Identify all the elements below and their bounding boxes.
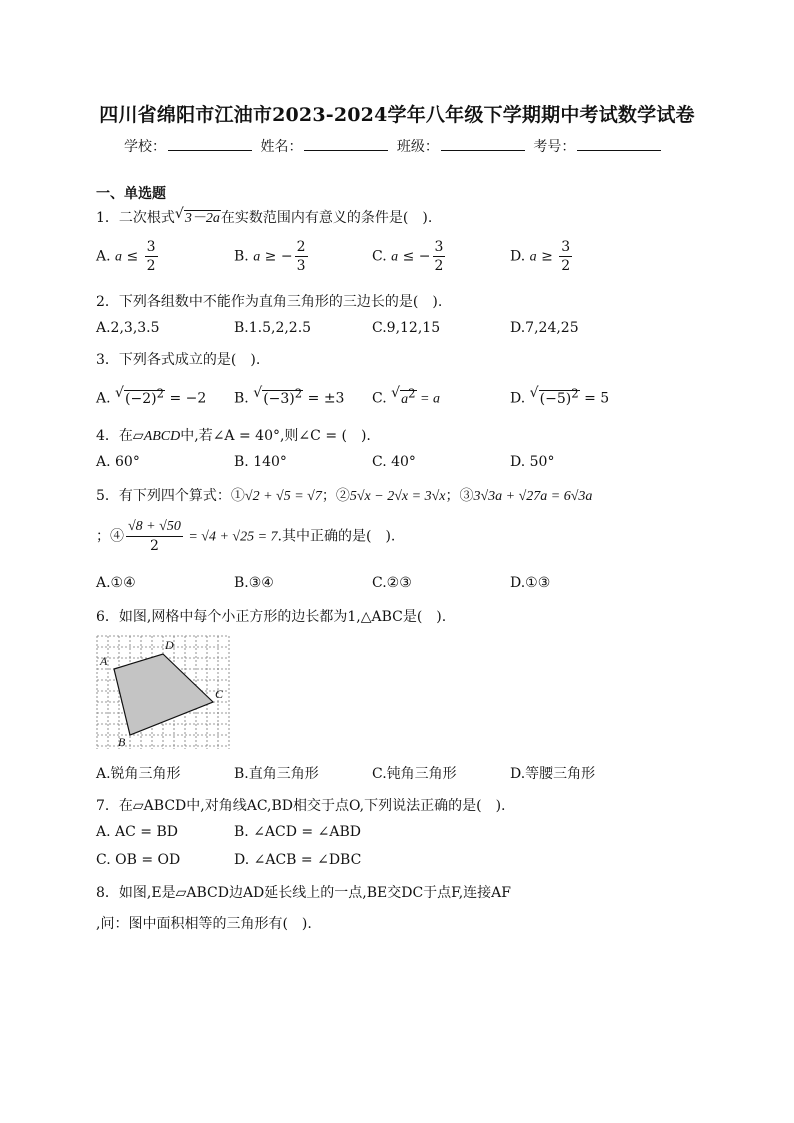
- q3-b-sqrt: [253, 386, 303, 407]
- q2-option-b[interactable]: B.1.5,2,2.5: [234, 320, 312, 336]
- q3-b-rad: (−3): [263, 390, 295, 407]
- school-label: 学校：: [124, 139, 166, 155]
- q1-option-d[interactable]: [510, 240, 574, 273]
- q1-option-c[interactable]: [372, 240, 447, 273]
- q7-option-d[interactable]: D. ∠ACB = ∠DBC: [234, 852, 362, 868]
- q3-a-pre: A.: [96, 390, 116, 407]
- name-blank[interactable]: [304, 136, 388, 151]
- q3-option-c[interactable]: [372, 386, 440, 408]
- q5-expr-3: 3√3a + √27a = 6√3a: [473, 489, 593, 504]
- q3-d-pre: D.: [510, 390, 530, 407]
- q3-d-sqrt: [530, 386, 580, 407]
- exam-id-label: 考号：: [533, 139, 576, 155]
- q5-expr-4-rest: = √4 + √25 = 7: [184, 529, 278, 545]
- q3-a-rad: (−2): [125, 390, 157, 407]
- q5-option-c[interactable]: C.②③: [372, 575, 412, 591]
- q5-sep-2: ；②: [321, 488, 350, 504]
- q1-option-a[interactable]: [96, 240, 160, 273]
- q3-b-exp: 2: [294, 386, 303, 400]
- class-label: 班级：: [396, 139, 439, 155]
- q3-d-exp: 2: [571, 386, 579, 400]
- q1-c-frac: [433, 240, 446, 273]
- q1-post: 在实数范围内有意义的条件是( ).: [220, 210, 433, 226]
- q3-c-post: = a: [416, 391, 440, 407]
- q3-c-rad: a: [401, 391, 409, 407]
- question-3-stem: 3．下列各式成立的是( ).: [96, 352, 261, 368]
- question-8-stem: 8．如图,E是▱ABCD边AD延长线上的一点,BE交DC于点F,连接AF: [96, 885, 511, 901]
- q5-expr-4-num: √8 + √50: [126, 520, 183, 537]
- q3-c-exp: 2: [408, 386, 416, 400]
- q1-c-var: a: [391, 249, 399, 265]
- q5-expr-4-den: 2: [149, 538, 159, 554]
- q3-a-post: = −2: [165, 390, 207, 407]
- q5-expr-4-frac: [126, 520, 183, 553]
- q1-b-frac: [295, 240, 308, 273]
- q3-option-b[interactable]: [234, 386, 344, 407]
- q1-option-b[interactable]: [234, 240, 310, 273]
- q1-b-var: a: [253, 249, 261, 265]
- q2-option-d[interactable]: D.7,24,25: [510, 320, 579, 336]
- q1-c-num: 3: [434, 239, 444, 255]
- q7-option-a[interactable]: A. AC = BD: [96, 824, 178, 840]
- q4-option-d[interactable]: D. 50°: [510, 454, 555, 470]
- class-blank[interactable]: [441, 136, 525, 151]
- question-5-line-2: [96, 520, 395, 553]
- label-b: B: [118, 735, 126, 749]
- q2-option-c[interactable]: C.9,12,15: [372, 320, 441, 336]
- q4-mid: 中,若∠A = 40°,则∠C = ( ).: [180, 428, 371, 444]
- question-8-line-2: ,问：图中面积相等的三角形有( ).: [96, 916, 312, 932]
- q6-option-d[interactable]: D.等腰三角形: [510, 766, 596, 782]
- q6-option-c[interactable]: C.钝角三角形: [372, 766, 457, 782]
- q3-c-sqrt: [391, 386, 416, 408]
- q3-option-a[interactable]: [96, 386, 206, 407]
- q1-a-frac: [145, 240, 158, 273]
- q2-option-a[interactable]: A.2,3,3.5: [96, 320, 160, 336]
- q1-a-op: ≤: [122, 248, 143, 265]
- q1-c-op: ≤ −: [398, 248, 431, 265]
- q1-c-den: 2: [434, 258, 444, 274]
- q5-line2-post: .其中正确的是( ).: [277, 528, 396, 545]
- q3-b-post: = ±3: [303, 390, 345, 407]
- label-d: D: [165, 638, 174, 652]
- q1-a-num: 3: [146, 239, 156, 255]
- q4-option-a[interactable]: A. 60°: [96, 454, 140, 470]
- school-blank[interactable]: [168, 136, 252, 151]
- q5-option-d[interactable]: D.①③: [510, 575, 551, 591]
- q1-b-num: 2: [296, 239, 306, 255]
- q5-pre: 5．有下列四个算式：①: [96, 488, 245, 504]
- q4-shape: ▱ABCD: [132, 429, 181, 444]
- q3-b-pre: B.: [234, 390, 254, 407]
- question-4-stem: [96, 425, 371, 445]
- q3-a-sqrt: [115, 386, 165, 407]
- q5-option-b[interactable]: B.③④: [234, 575, 274, 591]
- q1-a-den: 2: [146, 258, 156, 274]
- q1-d-op: ≥: [536, 248, 558, 265]
- question-7-stem: 7．在▱ABCD中,对角线AC,BD相交于点O,下列说法正确的是( ).: [96, 798, 506, 814]
- q5-sep-3: ；③: [445, 488, 474, 504]
- q1-d-num: 3: [561, 239, 571, 255]
- q5-expr-1: √2 + √5 = √7: [244, 489, 322, 504]
- quadrilateral-shape: [114, 654, 213, 735]
- question-6-stem: 6．如图,网格中每个小正方形的边长都为1,△ABC是( ).: [96, 609, 447, 625]
- q1-a-var: a: [115, 249, 123, 265]
- q5-line2-pre: ；④: [96, 528, 124, 545]
- q1-b-pre: B.: [234, 248, 254, 265]
- q1-b-op: ≥ −: [260, 248, 293, 265]
- q1-sqrt: [175, 207, 221, 227]
- q3-c-pre: C.: [372, 390, 392, 407]
- q4-option-c[interactable]: C. 40°: [372, 454, 416, 470]
- label-a: A: [100, 654, 108, 668]
- q7-option-b[interactable]: B. ∠ACD = ∠ABD: [234, 824, 361, 840]
- q6-grid-figure: [96, 633, 232, 755]
- section-heading: 一、单选题: [96, 186, 166, 202]
- q1-radicand: 3－2a: [184, 211, 220, 226]
- q1-a-pre: A.: [96, 248, 116, 265]
- q5-expr-2: 5√x − 2√x = 3√x: [349, 489, 446, 504]
- q4-option-b[interactable]: B. 140°: [234, 454, 287, 470]
- question-5-stem: [96, 485, 592, 505]
- q6-option-a[interactable]: A.锐角三角形: [96, 766, 181, 782]
- q1-pre: 1．二次根式: [96, 210, 175, 226]
- exam-id-blank[interactable]: [577, 136, 661, 151]
- name-label: 姓名：: [260, 139, 303, 155]
- question-1-stem: [96, 207, 432, 227]
- page-title: 四川省绵阳市江油市2023-2024学年八年级下学期期中考试数学试卷: [99, 104, 695, 126]
- q3-a-exp: 2: [156, 386, 164, 400]
- q1-b-den: 3: [296, 258, 306, 274]
- q3-d-rad: (−5): [539, 390, 572, 407]
- q4-pre: 4．在: [96, 428, 133, 444]
- q1-c-pre: C.: [372, 248, 392, 265]
- q1-d-den: 2: [561, 258, 571, 274]
- q6-option-b[interactable]: B.直角三角形: [234, 766, 319, 782]
- q1-d-pre: D.: [510, 248, 530, 265]
- q5-option-a[interactable]: A.①④: [96, 575, 136, 591]
- q1-d-frac: [559, 240, 572, 273]
- q3-option-d[interactable]: [510, 386, 609, 407]
- label-c: C: [215, 687, 224, 701]
- question-2-stem: 2．下列各组数中不能作为直角三角形的三边长的是( ).: [96, 294, 443, 310]
- q1-d-var: a: [529, 249, 537, 265]
- q3-d-post: = 5: [579, 390, 610, 407]
- student-info-line: [124, 136, 665, 156]
- q7-option-c[interactable]: C. OB = OD: [96, 852, 181, 868]
